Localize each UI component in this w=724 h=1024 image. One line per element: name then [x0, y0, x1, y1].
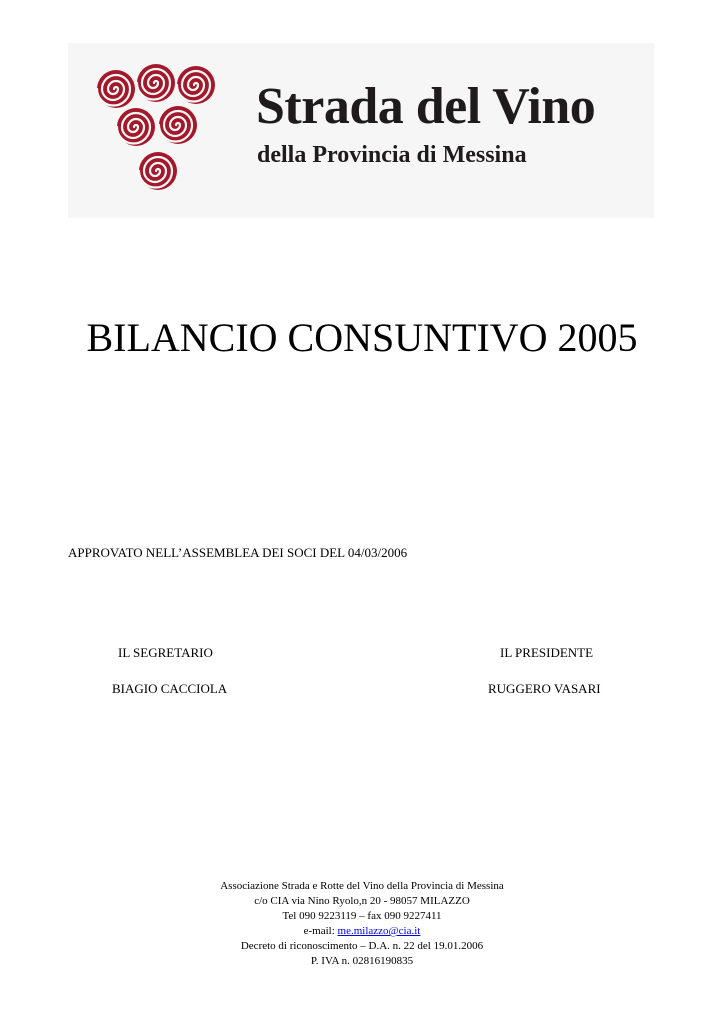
footer-decree: Decreto di riconoscimento – D.A. n. 22 del 19.01.2006 [240, 940, 484, 952]
approval-statement: APPROVATO NELL’ASSEMBLEA DEI SOCI DEL 04/03/2006 [68, 545, 408, 560]
email-link[interactable]: me.milazzo@cia.it [337, 925, 421, 937]
footer-address: c/o CIA via Nino Ryolo,n 20 - 98057 MILAZZO [254, 895, 470, 907]
footer-association: Associazione Strada e Rotte del Vino della Provincia di Messina [220, 880, 504, 892]
logo-subtitle: della Provincia di Messina [257, 142, 527, 168]
president-name: RUGGERO VASARI [488, 681, 601, 696]
footer-email-line [0, 924, 724, 939]
grape-cluster-spirals-icon [88, 61, 248, 206]
footer-email-label: e-mail: [303, 925, 338, 937]
logo-banner [68, 43, 654, 218]
secretary-role: IL SEGRETARIO [118, 645, 213, 660]
document-title: BILANCIO CONSUNTIVO 2005 [86, 315, 638, 360]
footer-vat: P. IVA n. 02816190835 [310, 955, 414, 967]
logo-title: Strada del Vino [256, 78, 596, 135]
secretary-name: BIAGIO CACCIOLA [112, 681, 228, 696]
footer [0, 879, 724, 969]
footer-phone: Tel 090 9223119 – fax 090 9227411 [282, 910, 442, 922]
president-role: IL PRESIDENTE [500, 645, 594, 660]
